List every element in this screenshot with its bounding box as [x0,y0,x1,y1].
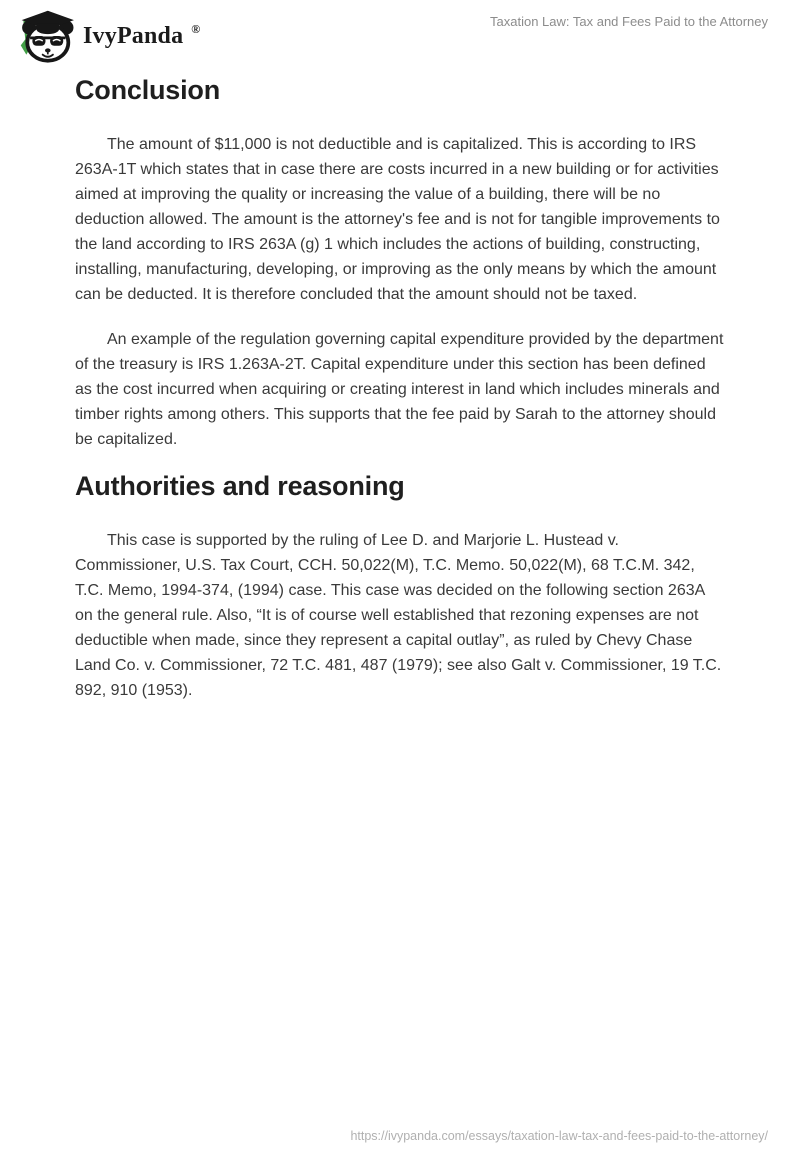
footer-source-url[interactable]: https://ivypanda.com/essays/taxation-law-tax-and-fees-paid-to-the-attorney/ [350,1129,768,1143]
brand-name: IvyPanda [83,22,184,49]
section-heading-conclusion: Conclusion [75,75,220,105]
registered-trademark-symbol: ® [191,21,201,36]
paragraph: The amount of $11,000 is not deductible and is capitalized. This is according to IRS 263A-1T which states that in case there are costs incurred in a new building or for activities aimed at improving the quality or increasing the value of a building, there will be no deduction allowed. The amount is the attorney's fee and is not for tangible improvements to the land according to IRS 263A (g) 1 which includes the actions of building, constructing, installing, manufacturing, developing, or improving as the only means by which the amount can be deducted. It is therefore concluded that the amount should not be taxed. [75,136,720,303]
document-content [75,0,725,703]
header-document-title: Taxation Law: Tax and Fees Paid to the Attorney [490,14,768,29]
section-heading-authorities: Authorities and reasoning [75,471,405,501]
paragraph: An example of the regulation governing capital expenditure provided by the department of the treasury is IRS 1.263A-2T. Capital expenditure under this section has been defined as the cost incurred when acquiring or creating interest in land which includes minerals and timber rights among others. This supports that the fee paid by Sarah to the attorney should be capitalized. [75,331,724,448]
panda-graduate-icon [14,8,76,64]
paragraph: This case is supported by the ruling of Lee D. and Marjorie L. Hustead v. Commissioner, U.S. Tax Court, CCH. 50,022(M), T.C. Memo. 50,022(M), 68 T.C.M. 342, T.C. Memo, 1994-374, (1994) case. This case was decided on the following section 263A on the general rule. Also, “It is of course well established that rezoning expenses are not deductible when made, since they represent a capital outlay”, as ruled by Chevy Chase Land Co. v. Commissioner, 72 T.C. 481, 487 (1979); see also Galt v. Commissioner, 19 T.C. 892, 910 (1953). [75,532,722,699]
